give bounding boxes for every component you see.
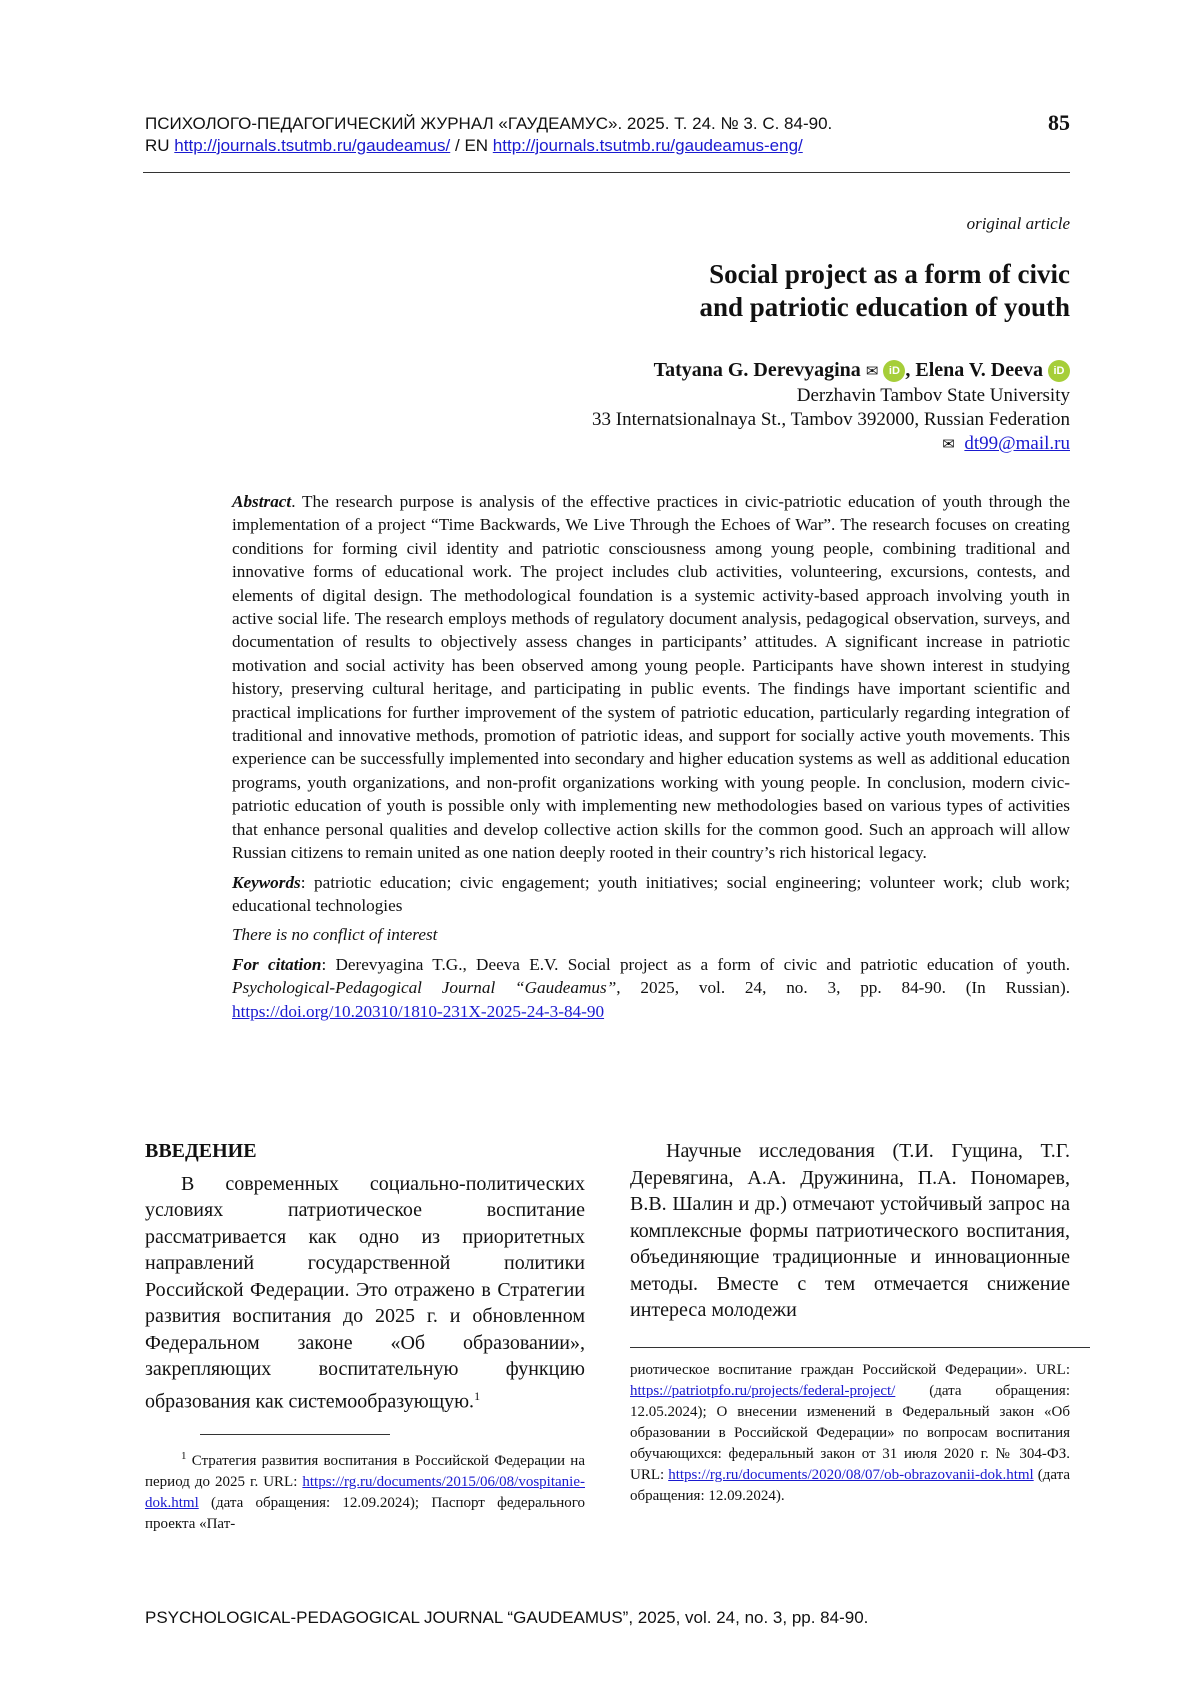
running-header — [145, 113, 1070, 157]
footnote-right: риотическое воспитание граждан Российской Федерации». URL: https://patriotpfo.ru/projects/federal-project/ (дата обращения: 12.05.2024); О внесении изменений в Федеральный закон «Об образовании в Российской Федерации» по вопросам воспитания обучающихся: федеральный закон от 31 июля 2020 г. № 304-ФЗ. URL: https://rg.ru/documents/2020/08/07/ob-obrazovanii-dok.html (дата обращения: 12.09.2024). — [630, 1362, 1071, 1504]
page-number: 85 — [1048, 110, 1070, 135]
body-column-right — [630, 1138, 1070, 1324]
abstract-text: . The research purpose is analysis of the effective practices in civic-patriotic education of youth through the implementation of a project “Time Backwards, We Live Through the Echoes of War”. The research focuses on creating conditions for forming civil identity and patriotic consciousness among young people, combining traditional and innovative forms of educational work. The project includes club activities, volunteering, excursions, contests, and elements of digital design. The methodological foundation is a systemic activity-based approach involving youth in active social life. The research employs methods of regulatory document analysis, pedagogical observation, surveys, and documentation of results to objectively assess changes in participants’ attitudes. A significant increase in patriotic motivation and social activity has been observed among young people. Participants have shown interest in studying history, preserving cultural heritage, and participating in public events. The findings have important scientific and practical implications for further improvement of the system of patriotic education, particularly regarding integration of traditional and innovative methods, promotion of patriotic ideas, and support for socially active youth movements. This experience can be successfully implemented into secondary and higher education systems as well as additional education programs, youth organizations, and non-profit organizations working with young people. In conclusion, modern civic-patriotic education of youth is possible only with implementing new methodologies based on various types of activities that enhance personal qualities and develop collective action skills for the common good. Such an approach will allow Russian citizens to remain united as one nation deeply rooted in their country’s rich historical legacy. — [232, 492, 1070, 863]
envelope-icon: ✉ — [942, 437, 955, 453]
citation-journal: Psychological-Pedagogical Journal “Gaudeamus” — [232, 978, 617, 998]
article-type: original article — [966, 214, 1070, 233]
en-journal-link[interactable]: http://journals.tsutmb.ru/gaudeamus-eng/ — [492, 136, 803, 155]
author-block — [592, 358, 1070, 457]
research-paragraph: Научные исследования (Т.И. Гущина, Т.Г. Деревягина, А.А. Дружинина, П.А. Пономарев, В.В. Шалин и др.) отмечают устойчивый запрос на комплексные формы патриотического воспитания, объединяющие традиционные и инновационные методы. Вместе с тем отмечается снижение интереса молодежи — [630, 1140, 1070, 1321]
author-2-name: , Elena V. Deeva — [905, 359, 1043, 381]
footnote-divider-left — [200, 1434, 390, 1435]
affiliation: Derzhavin Tambov State University — [796, 385, 1070, 406]
author-line — [592, 358, 1070, 384]
citation-details: , 2025, vol. 24, no. 3, pp. 84-90. (In Russian). — [616, 978, 1070, 998]
email-line — [592, 432, 1070, 457]
header-divider — [143, 172, 1070, 173]
ru-journal-link[interactable]: http://journals.tsutmb.ru/gaudeamus/ — [174, 136, 451, 155]
keywords-text: : patriotic education; civic engagement; youth initiatives; social engineering; volunteer work; club work; educational technologies — [232, 872, 1070, 915]
footnote-ref[interactable]: 1 — [474, 1388, 481, 1403]
journal-citation-ru: ПСИХОЛОГО-ПЕДАГОГИЧЕСКИЙ ЖУРНАЛ «ГАУДЕАМУС». 2025. Т. 24. № 3. С. 84-90. — [145, 114, 833, 133]
footnote-link[interactable]: https://rg.ru/documents/2020/08/07/ob-obrazovanii-dok.html — [668, 1467, 1034, 1483]
abstract — [232, 490, 1070, 865]
orcid-icon[interactable]: iD — [1048, 360, 1070, 382]
running-footer: PSYCHOLOGICAL-PEDAGOGICAL JOURNAL “GAUDEAMUS”, 2025, vol. 24, no. 3, pp. 84-90. — [145, 1608, 869, 1627]
citation-text: : Derevyagina T.G., Deeva E.V. Social project as a form of civic and patriotic education of youth. — [321, 954, 1070, 974]
ru-label: RU — [145, 136, 170, 155]
abstract-label: Abstract — [232, 492, 292, 511]
footnote-divider-right — [630, 1347, 1090, 1348]
address: 33 Internatsionalnaya St., Tambov 392000, Russian Federation — [592, 409, 1070, 430]
journal-urls — [145, 135, 1070, 157]
footnote-left: $^1$ Стратегия развития воспитания в Российской Федерации на период до 2025 г. URL: https://rg.ru/documents/2015/06/08/vospitanie-dok.html (дата обращения: 12.09.2024); Паспорт федерального проекта «Пат- — [145, 1450, 585, 1532]
section-heading: ВВЕДЕНИЕ — [145, 1140, 257, 1162]
abstract-block — [232, 490, 1070, 1023]
email-link[interactable]: dt99@mail.ru — [964, 433, 1070, 454]
conflict-statement: There is no conflict of interest — [232, 925, 438, 945]
orcid-icon[interactable]: iD — [883, 360, 905, 382]
title-line-2: and patriotic education of youth — [699, 292, 1070, 322]
footnote-link[interactable]: https://patriotpfo.ru/projects/federal-project/ — [630, 1383, 896, 1399]
url-separator: / — [454, 136, 460, 155]
footnote-link[interactable]: https://rg.ru/documents/2015/06/08/vospitanie-dok.html — [145, 1474, 585, 1511]
keywords — [232, 871, 1070, 918]
citation — [232, 953, 1070, 1023]
doi-link[interactable]: https://doi.org/10.20310/1810-231X-2025-24-3-84-90 — [232, 1001, 605, 1021]
intro-paragraph: В современных социально-политических условиях патриотическое воспитание рассматривается как одно из приоритетных направлений государственной политики Российской Федерации. Это отражено в Стратегии развития воспитания до 2025 г. и обновленном Федеральном законе «Об образовании», закрепляющих воспитательную функцию образования как системообразующую.$^1$ — [145, 1172, 585, 1413]
article-title — [699, 258, 1070, 324]
keywords-label: Keywords — [232, 872, 301, 892]
footnote-marker: 1 — [181, 1450, 187, 1462]
citation-label: For citation — [232, 954, 322, 974]
envelope-icon[interactable]: ✉ — [865, 364, 879, 380]
title-line-1: Social project as a form of civic — [709, 259, 1070, 289]
author-1-name: Tatyana G. Derevyagina — [653, 359, 861, 381]
body-column-left — [145, 1138, 585, 1415]
en-label: EN — [464, 136, 489, 155]
